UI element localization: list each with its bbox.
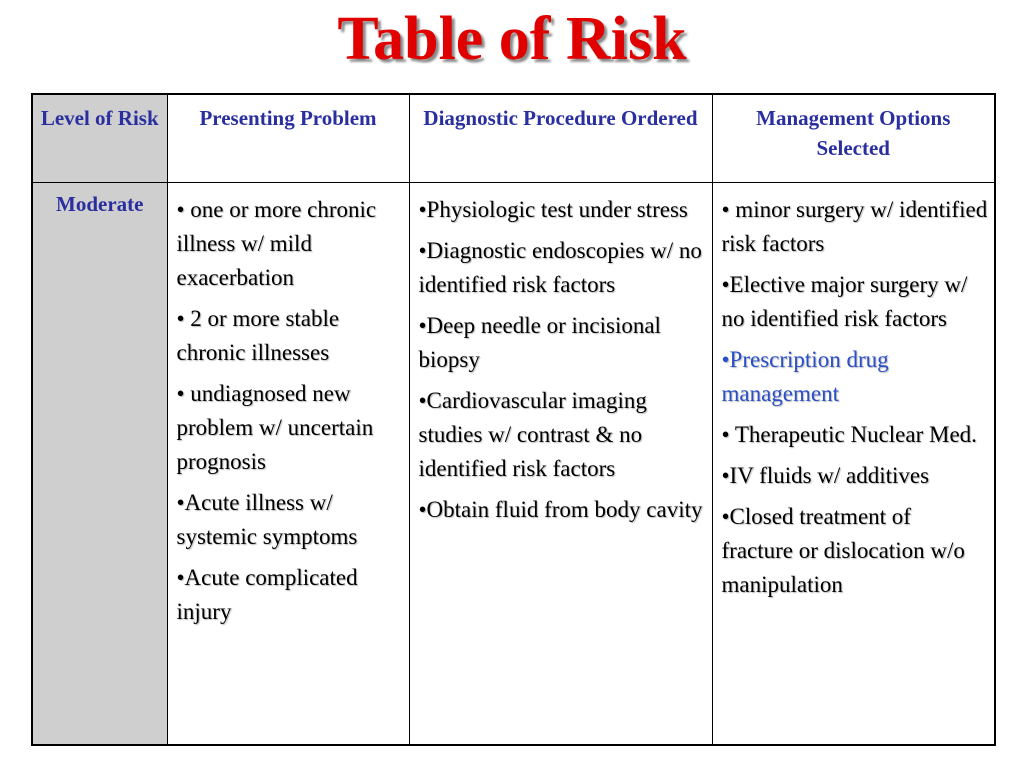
list-item: • undiagnosed new problem w/ uncertain prognosis bbox=[176, 380, 374, 474]
list-item: • 2 or more stable chronic illnesses bbox=[176, 305, 340, 365]
list-item: •Obtain fluid from body cavity bbox=[418, 496, 703, 522]
header-level-of-risk: Level of Risk bbox=[32, 94, 167, 182]
cell-management-options bbox=[712, 182, 995, 745]
list-item: • one or more chronic illness w/ mild exacerbation bbox=[176, 196, 377, 290]
cell-level: Moderate bbox=[32, 182, 167, 745]
header-presenting-problem: Presenting Problem bbox=[167, 94, 409, 182]
list-item: •Elective major surgery w/ no identified risk factors bbox=[721, 271, 968, 331]
cell-diagnostic-procedure bbox=[409, 182, 712, 745]
list-item: •Diagnostic endoscopies w/ no identified risk factors bbox=[418, 237, 702, 297]
risk-table bbox=[31, 93, 996, 746]
list-item: •Physiologic test under stress bbox=[418, 196, 688, 222]
page-title: Table of Risk bbox=[337, 5, 687, 73]
header-diagnostic-procedure: Diagnostic Procedure Ordered bbox=[409, 94, 712, 182]
list-item: •Cardiovascular imaging studies w/ contrast & no identified risk factors bbox=[418, 387, 647, 481]
list-item: •Deep needle or incisional biopsy bbox=[418, 312, 661, 372]
cell-presenting-problem bbox=[167, 182, 409, 745]
list-item: •Acute illness w/ systemic symptoms bbox=[176, 489, 358, 549]
list-item: • Therapeutic Nuclear Med. bbox=[721, 421, 977, 447]
list-item-highlighted: •Prescription drug management bbox=[721, 346, 889, 406]
list-item: •Closed treatment of fracture or dislocation w/o manipulation bbox=[721, 503, 965, 597]
header-management-options: Management Options Selected bbox=[712, 94, 995, 182]
table-row bbox=[32, 182, 995, 745]
list-item: • minor surgery w/ identified risk factors bbox=[721, 196, 988, 256]
list-item: •Acute complicated injury bbox=[176, 564, 358, 624]
header-row bbox=[32, 94, 995, 182]
list-item: •IV fluids w/ additives bbox=[721, 462, 930, 488]
